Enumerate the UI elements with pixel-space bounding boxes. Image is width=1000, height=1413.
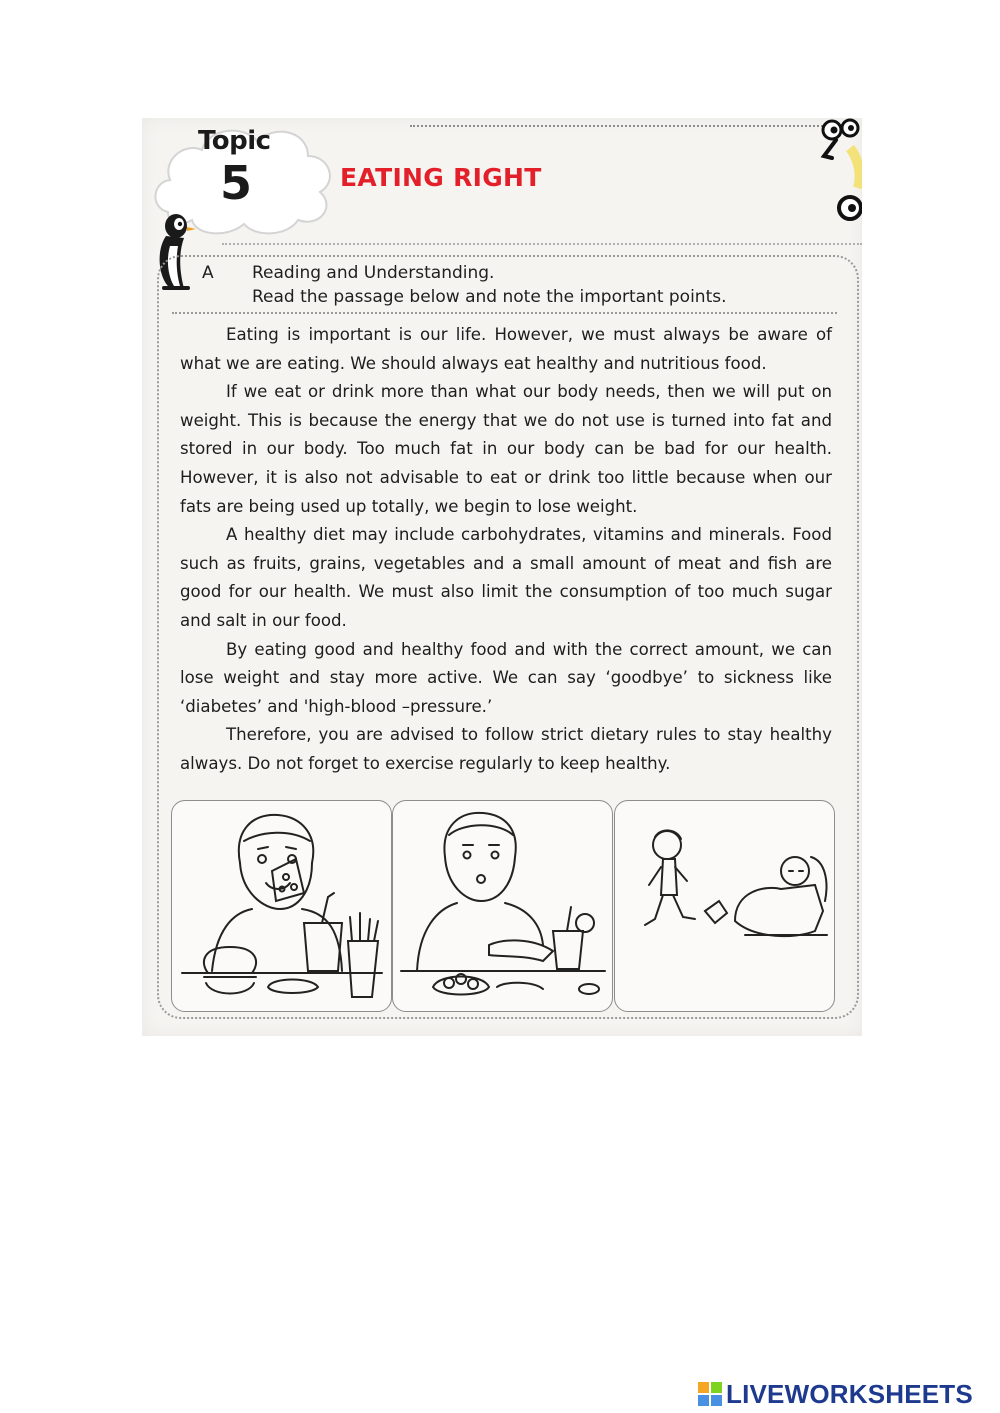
- topic-label: Topic: [198, 126, 271, 156]
- passage-paragraph: Therefore, you are advised to follow strict dietary rules to stay healthy always. Do not forget to exercise regularly to keep healthy.: [180, 725, 832, 773]
- cartoon-critter-icon: [810, 118, 862, 228]
- reading-passage: [180, 321, 832, 779]
- section-letter: A: [202, 263, 214, 283]
- illustration-panel-exercise-vs-sick: [614, 800, 835, 1012]
- section-title: Reading and Understanding.: [252, 263, 495, 283]
- passage-paragraph: By eating good and healthy food and with the correct amount, we can lose weight and stay more active. We can say ‘goodbye’ to sickness like ‘diabetes’ and 'high-blood –pressure.’: [180, 639, 832, 716]
- instruction-divider: [172, 312, 837, 314]
- passage-paragraph: Eating is important is our life. However, we must always be aware of what we are eating. We should always eat healthy and nutritious food.: [180, 325, 832, 373]
- liveworksheets-logo-icon: [698, 1382, 722, 1406]
- watermark-text: LIVEWORKSHEETS: [726, 1378, 973, 1409]
- boy-eating-healthy-meal-icon: [393, 801, 612, 1011]
- illustration-panel-junk-food: [171, 800, 392, 1012]
- passage-paragraph: If we eat or drink more than what our body needs, then we will put on weight. This is because the energy that we do not use is turned into fat and stored in our body. Too much fat in our body can be bad for our health. However, it is also not advisable to eat or drink too little because when our fats are being used up totally, we begin to lose weight.: [180, 382, 832, 516]
- passage-paragraph: A healthy diet may include carbohydrates, vitamins and minerals. Food such as fruits, grains, vegetables and a small amount of meat and fish are good for our health. We must also limit the consumption of too much sugar and salt in our food.: [180, 525, 832, 630]
- section-divider: [222, 243, 862, 245]
- illustration-strip: [171, 800, 835, 1012]
- topic-number: 5: [220, 156, 253, 210]
- boy-eating-junk-food-icon: [172, 801, 391, 1011]
- section-instruction: Read the passage below and note the important points.: [252, 287, 727, 307]
- page-title: EATING RIGHT: [340, 163, 542, 192]
- illustration-panel-healthy-meal: [392, 800, 613, 1012]
- boy-running-and-boy-sick-in-bed-icon: [615, 801, 834, 1011]
- liveworksheets-watermark: [698, 1378, 973, 1410]
- header-divider: [410, 125, 850, 127]
- worksheet-page: [142, 118, 862, 1036]
